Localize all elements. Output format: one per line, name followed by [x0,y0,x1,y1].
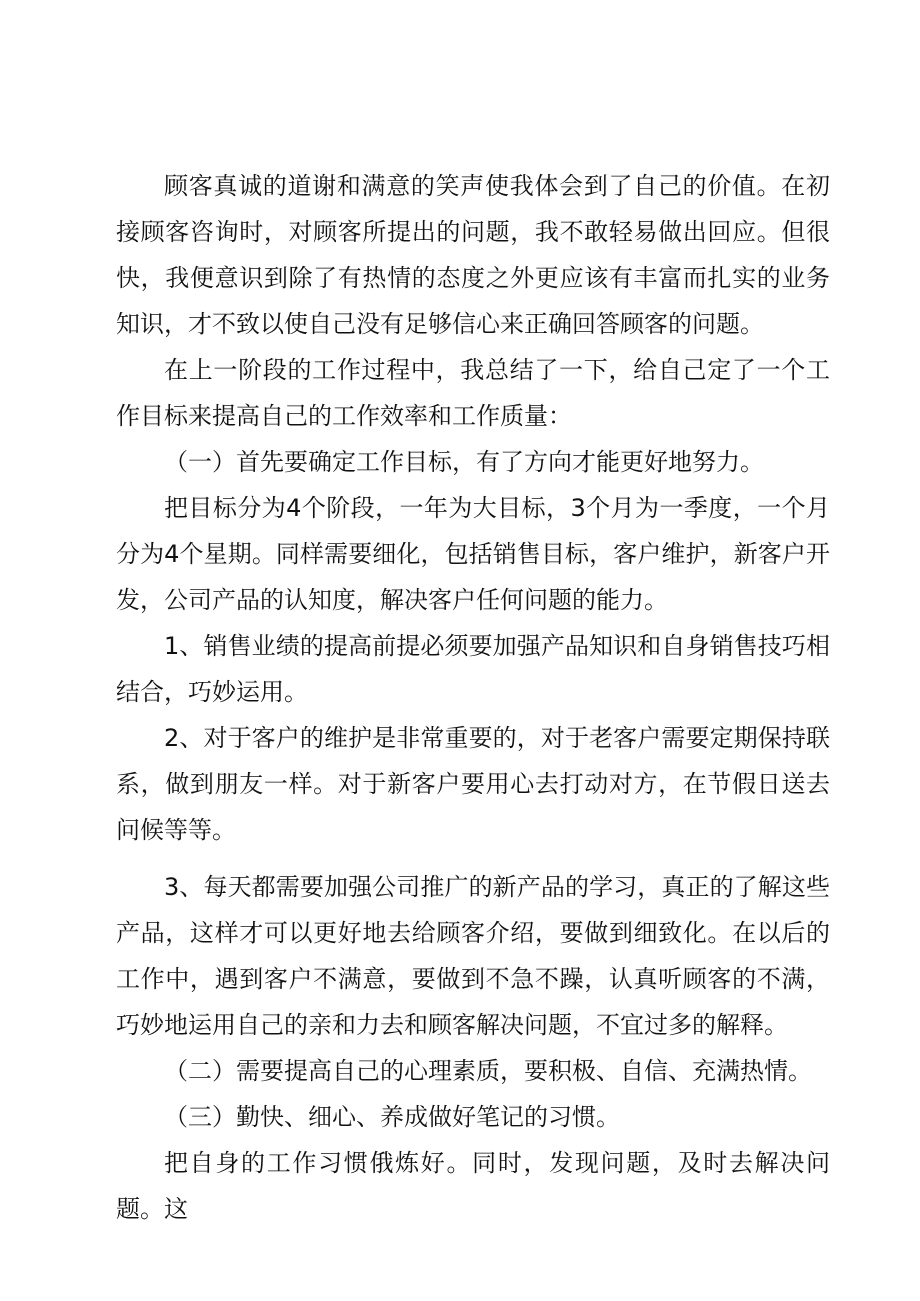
paragraph-goal-breakdown: 把目标分为4个阶段，一年为大目标，3个月为一季度，一个月分为4个星期。同样需要细化，包括销售目标，客户维护，新客户开发，公司产品的认知度，解决客户任何问题的能力。 [116,494,830,614]
paragraph-item-2: 2、对于客户的维护是非常重要的，对于老客户需要定期保持联系，做到朋友一样。对于新客户要用心去打动对方，在节假日送去问候等等。 [116,724,830,844]
paragraph-item-3: 3、每天都需要加强公司推广的新产品的学习，真正的了解这些产品，这样才可以更好地去给顾客介绍，要做到细致化。在以后的工作中，遇到客户不满意，要做到不急不躁，认真听顾客的不满，巧妙地运用自己的亲和力去和顾客解决问题，不宜过多的解释。 [116,873,830,1039]
paragraph-goal-three-heading: （三）勤快、细心、养成做好笔记的习惯。 [164,1103,620,1131]
paragraph-item-1: 1、销售业绩的提高前提必须要加强产品知识和自身销售技巧相结合，巧妙运用。 [116,632,830,706]
paragraph-work-summary: 在上一阶段的工作过程中，我总结了一下，给自己定了一个工作目标来提高自己的工作效率和工作质量： [116,356,830,430]
paragraph-customer-value: 顾客真诚的道谢和满意的笑声使我体会到了自己的价值。在初接顾客咨询时，对顾客所提出的问题，我不敢轻易做出回应。但很快，我便意识到除了有热情的态度之外更应该有丰富而扎实的业务知识，才不致以使自己没有足够信心来正确回答顾客的问题。 [116,172,830,338]
document-body [116,163,830,1232]
paragraph-goal-one-heading: （一）首先要确定工作目标，有了方向才能更好地努力。 [164,448,764,476]
paragraph-work-habits: 把自身的工作习惯俄炼好。同时，发现问题，及时去解决问题。这 [116,1149,830,1223]
paragraph-goal-two-heading: （二）需要提高自己的心理素质，要积极、自信、充满热情。 [164,1057,812,1085]
